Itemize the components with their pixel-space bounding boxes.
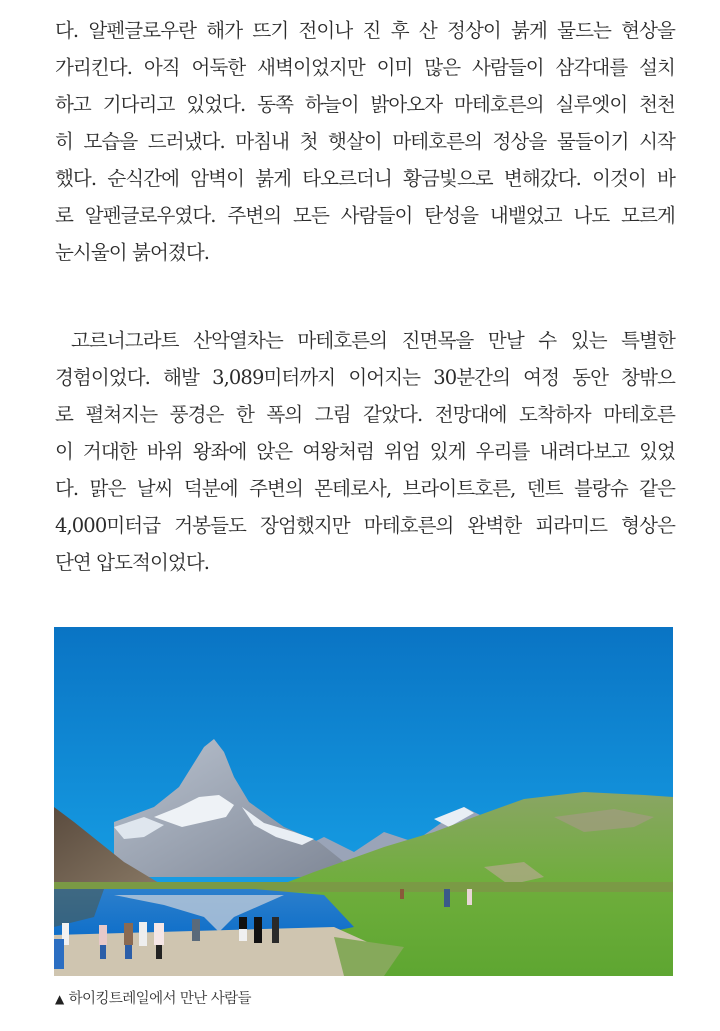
matterhorn-lake-photo [54, 627, 673, 976]
photo-caption [55, 988, 251, 1010]
text-line: 다. 알펜글로우란 해가 뜨기 전이나 진 후 산 정상이 붉게 물드는 현상을 [55, 19, 675, 42]
text-line: 고르너그라트 산악열차는 마테호른의 진면목을 만날 수 있는 특별한 [71, 329, 675, 352]
text-line: 했다. 순식간에 암벽이 붉게 타오르더니 황금빛으로 변해갔다. 이것이 바 [55, 167, 675, 190]
text-line: 이 거대한 바위 왕좌에 앉은 여왕처럼 위엄 있게 우리를 내려다보고 있었 [55, 440, 675, 463]
text-line: 로 펼쳐지는 풍경은 한 폭의 그림 같았다. 전망대에 도착하자 마테호른 [55, 403, 675, 426]
text-line: 경험이었다. 해발 3,089미터까지 이어지는 30분간의 여정 동안 창밖으 [55, 366, 675, 389]
text-line: 가리킨다. 아직 어둑한 새벽이었지만 이미 많은 사람들이 삼각대를 설치 [55, 56, 675, 79]
text-line: 눈시울이 붉어졌다. [55, 241, 210, 264]
text-line: 다. 맑은 날씨 덕분에 주변의 몬테로사, 브라이트호른, 덴트 블랑슈 같은 [55, 477, 675, 500]
text-line: 히 모습을 드러냈다. 마침내 첫 햇살이 마테호른의 정상을 물들이기 시작 [55, 130, 675, 153]
text-line: 단연 압도적이었다. [55, 551, 210, 574]
triangle-up-icon: ▲ [55, 992, 64, 1006]
text-line: 4,000미터급 거봉들도 장엄했지만 마테호른의 완벽한 피라미드 형상은 [55, 514, 675, 537]
caption-text: 하이킹트레일에서 만난 사람들 [68, 991, 251, 1007]
body-paragraph-1 [55, 12, 675, 271]
photo-illustration [54, 627, 673, 976]
text-line: 로 알펜글로우였다. 주변의 모든 사람들이 탄성을 내뱉었고 나도 모르게 [55, 204, 675, 227]
body-paragraph-2 [55, 322, 675, 581]
text-line: 하고 기다리고 있었다. 동쪽 하늘이 밝아오자 마테호른의 실루엣이 천천 [55, 93, 675, 116]
